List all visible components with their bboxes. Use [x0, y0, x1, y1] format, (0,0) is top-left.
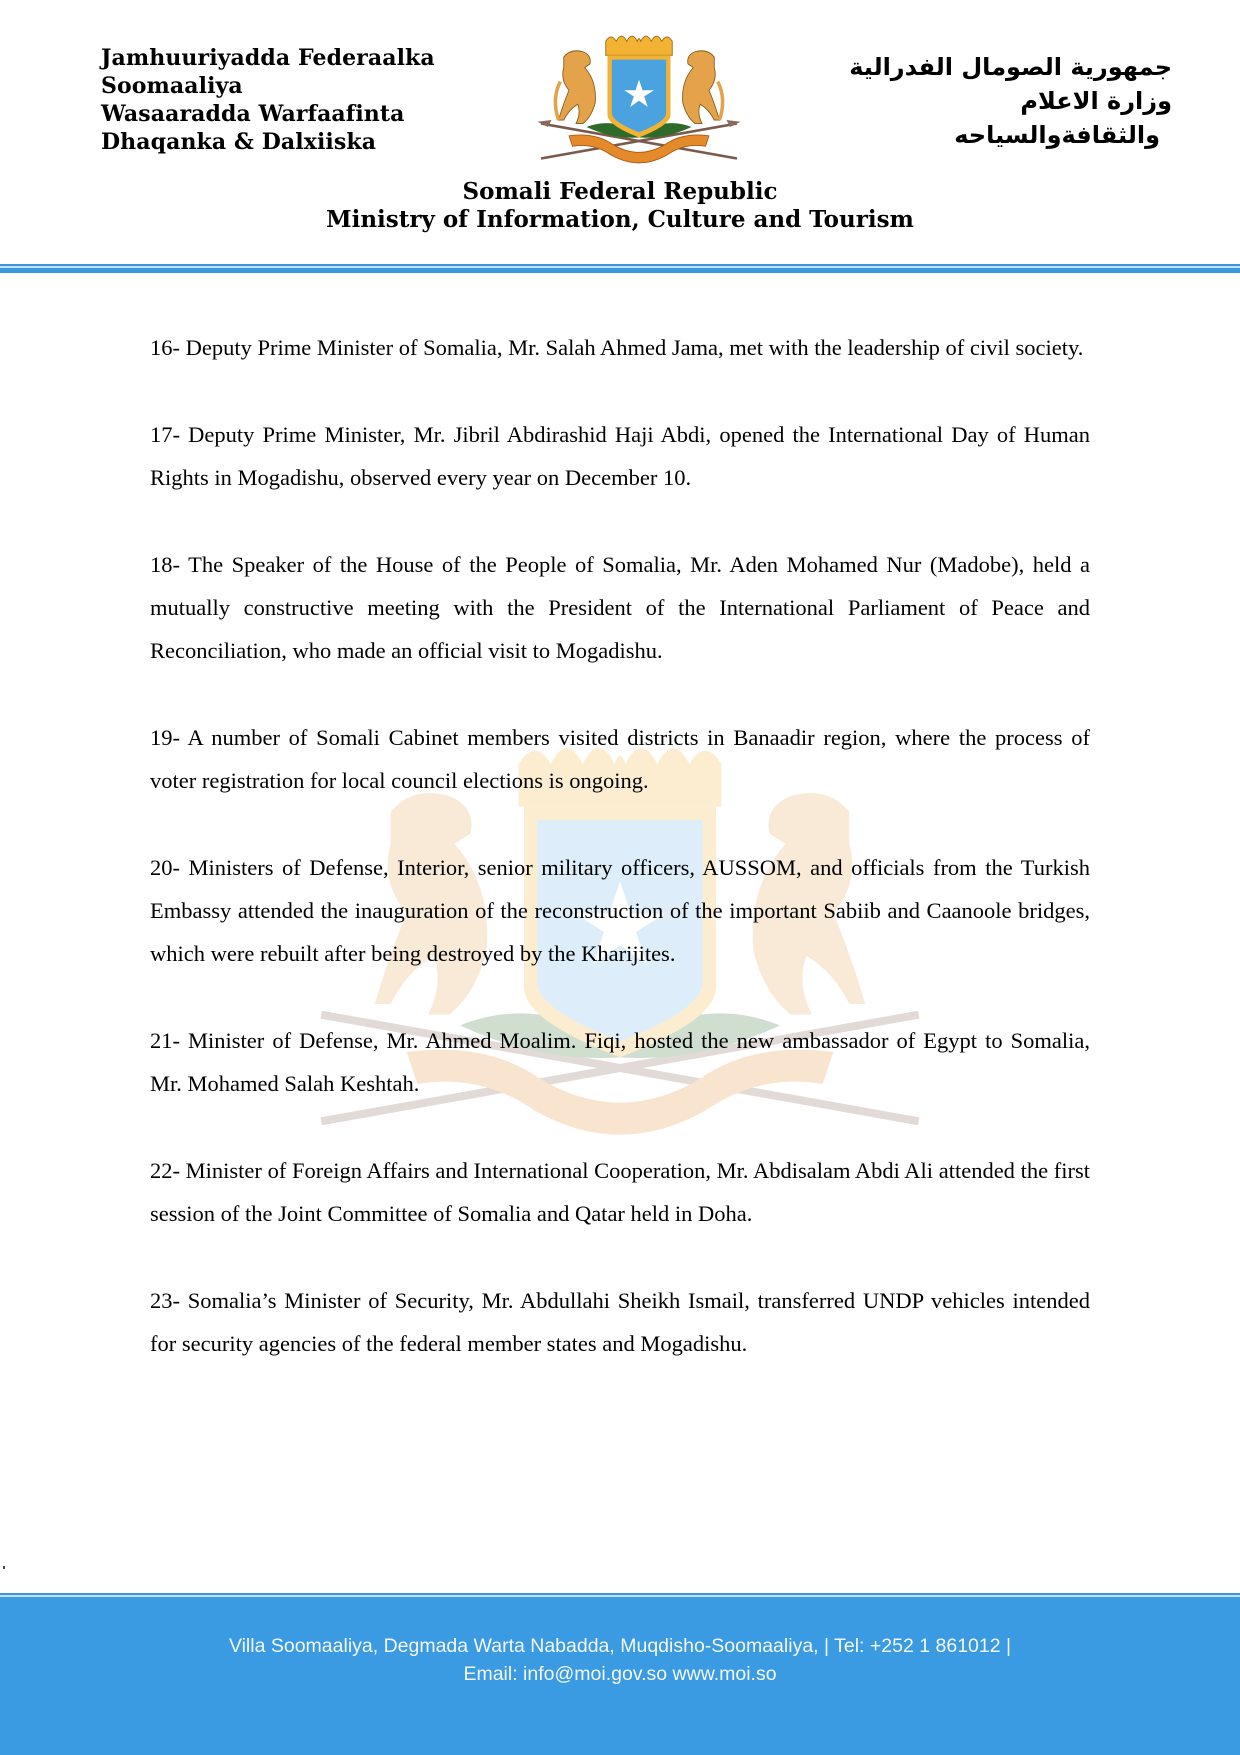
- news-item: 21- Minister of Defense, Mr. Ahmed Moalim. Fiqi, hosted the new ambassador of Egypt to Somalia, Mr. Mohamed Salah Keshtah.: [150, 1028, 1090, 1096]
- news-item: 18- The Speaker of the House of the People of Somalia, Mr. Aden Mohamed Nur (Madobe), held a mutually constructive meeting with the President of the International Parliament of Peace and Reconciliation, who made an official visit to Mogadishu.: [150, 552, 1090, 663]
- header-english-title: [0, 178, 1240, 234]
- news-item: 19- A number of Somali Cabinet members visited districts in Banaadir region, where the process of voter registration for local council elections is ongoing.: [150, 725, 1090, 793]
- header-arabic-line: جمهورية الصومال الفدرالية: [849, 53, 1172, 81]
- news-items-list: [150, 326, 1090, 1409]
- header-somali-line: Jamhuuriyadda Federaalka: [101, 45, 435, 71]
- header-somali-line: Soomaaliya: [101, 73, 243, 99]
- header-somali-title: [101, 44, 435, 156]
- header-arabic-line: وزارة الاعلام: [1020, 87, 1172, 115]
- stray-mark: [3, 1566, 5, 1569]
- header-arabic-line: والثقافةوالسياحه: [954, 121, 1160, 149]
- header-arabic-title: [849, 50, 1172, 152]
- news-item: 22- Minister of Foreign Affairs and International Cooperation, Mr. Abdisalam Abdi Ali attended the first session of the Joint Committee of Somalia and Qatar held in Doha.: [150, 1158, 1090, 1226]
- republic-name: Somali Federal Republic: [462, 178, 778, 205]
- header-somali-line: Dhaqanka & Dalxiiska: [101, 129, 377, 155]
- coat-of-arms-icon: [534, 24, 744, 174]
- news-item: 16- Deputy Prime Minister of Somalia, Mr. Salah Ahmed Jama, met with the leadership of civil society.: [150, 335, 1084, 360]
- news-item: 20- Ministers of Defense, Interior, senior military officers, AUSSOM, and officials from the Turkish Embassy attended the inauguration of the reconstruction of the important Sabiib and Caanoole bridges, which were rebuilt after being destroyed by the Kharijites.: [150, 855, 1090, 966]
- footer: [0, 1597, 1240, 1755]
- footer-contact: Email: info@moi.gov.so www.moi.so: [463, 1663, 777, 1685]
- footer-address: Villa Soomaaliya, Degmada Warta Nabadda, Muqdisho-Soomaaliya, | Tel: +252 1 861012 |: [228, 1635, 1012, 1657]
- ministry-name: Ministry of Information, Culture and Tourism: [326, 206, 914, 233]
- header-divider: [0, 264, 1240, 273]
- news-item: 17- Deputy Prime Minister, Mr. Jibril Abdirashid Haji Abdi, opened the International Day of Human Rights in Mogadishu, observed every year on December 10.: [150, 422, 1090, 490]
- news-item: 23- Somalia’s Minister of Security, Mr. Abdullahi Sheikh Ismail, transferred UNDP vehicles intended for security agencies of the federal member states and Mogadishu.: [150, 1288, 1090, 1356]
- header-somali-line: Wasaaradda Warfaafinta: [101, 101, 405, 127]
